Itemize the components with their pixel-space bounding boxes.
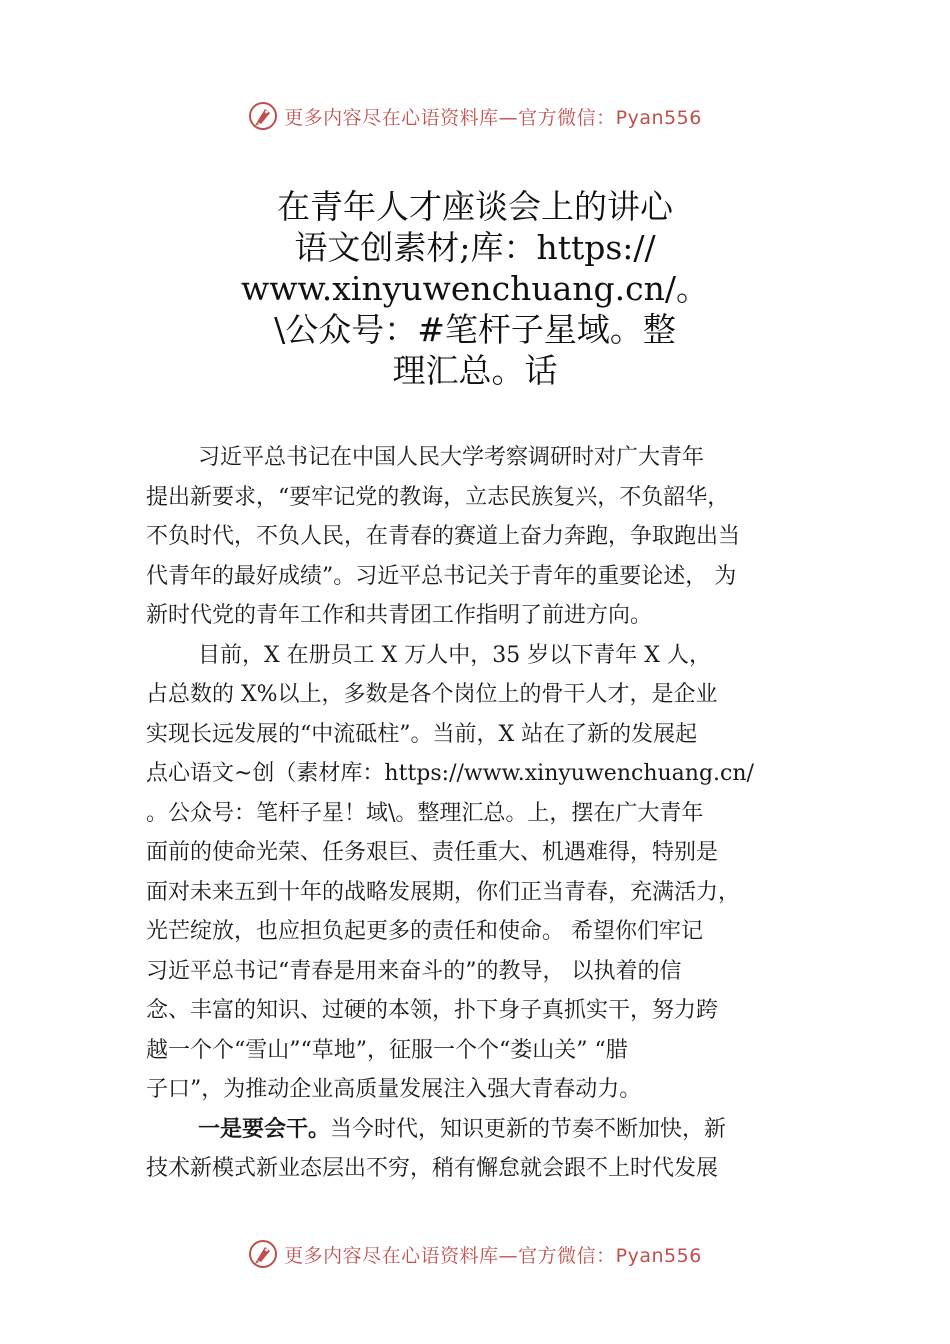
body-line: 技术新模式新业态层出不穷，稍有懈怠就会跟不上时代发展 (146, 1156, 719, 1181)
body-line: 面前的使命光荣、任务艰巨、责任重大、机遇难得，特别是 (146, 840, 719, 865)
body-line: 实现长远发展的“中流砥柱”。当前，X 站在了新的发展起 (146, 721, 698, 747)
document-body (146, 438, 826, 1189)
body-line: 越一个个“雪山”“草地”，征服一个个“娄山关” “腊 (146, 1037, 628, 1063)
section-heading-bold: 一是要会干。 (198, 1115, 331, 1142)
title-line: 在青年人才座谈会上的讲心 (277, 187, 673, 226)
title-line: \公众号：#笔杆子星域。整 (274, 310, 676, 349)
section-lead-text: 当今时代，知识更新的节奏不断加快，新 (330, 1116, 727, 1142)
title-line: www.xinyuwenchuang.cn/。 (240, 269, 710, 308)
body-line: 面对未来五到十年的战略发展期，你们正当青春，充满活力， (146, 879, 741, 905)
body-line: 点心语文~创（素材库：https://www.xinyuwenchuang.cn/ (146, 761, 754, 786)
body-line: 不负时代，不负人民，在青春的赛道上奋力奔跑，争取跑出当 (146, 524, 741, 549)
body-line: 习近平总书记在中国人民大学考察调研时对广大青年 (198, 445, 705, 470)
body-line: 子口”，为推动企业高质量发展注入强大青春动力。 (146, 1077, 642, 1102)
body-line (146, 1110, 826, 1150)
footer-banner (0, 1234, 950, 1274)
body-line: 光芒绽放，也应担负起更多的责任和使命。 希望你们牢记 (146, 919, 703, 944)
body-line: 提出新要求，“要牢记党的教诲，立志民族复兴，不负韶华， (146, 484, 730, 510)
body-line: 代青年的最好成绩”。习近平总书记关于青年的重要论述， 为 (146, 563, 737, 589)
header-banner (0, 96, 950, 136)
body-line: 目前，X 在册员工 X 万人中，35 岁以下青年 X 人， (198, 642, 711, 668)
pen-nib-logo-icon (248, 1239, 278, 1269)
title-line: 语文创素材;库：https:// (294, 228, 656, 267)
body-line: 习近平总书记“青春是用来奋斗的”的教导， 以执着的信 (146, 958, 682, 984)
body-line: 占总数的 X%以上，多数是各个岗位上的骨干人才，是企业 (146, 682, 718, 707)
header-banner-text: 更多内容尽在心语资料库—官方微信：Pyan556 (284, 106, 702, 129)
body-line: 念、丰富的知识、过硬的本领，扑下身子真抓实干，努力跨 (146, 998, 719, 1023)
title-line: 理汇总。话 (392, 351, 558, 390)
footer-banner-text: 更多内容尽在心语资料库—官方微信：Pyan556 (284, 1244, 702, 1267)
body-line: 。公众号：笔杆子星！域\。整理汇总。上，摆在广大青年 (146, 800, 704, 826)
body-line: 新时代党的青年工作和共青团工作指明了前进方向。 (146, 603, 653, 628)
document-title (200, 186, 750, 391)
pen-nib-logo-icon (248, 101, 278, 131)
